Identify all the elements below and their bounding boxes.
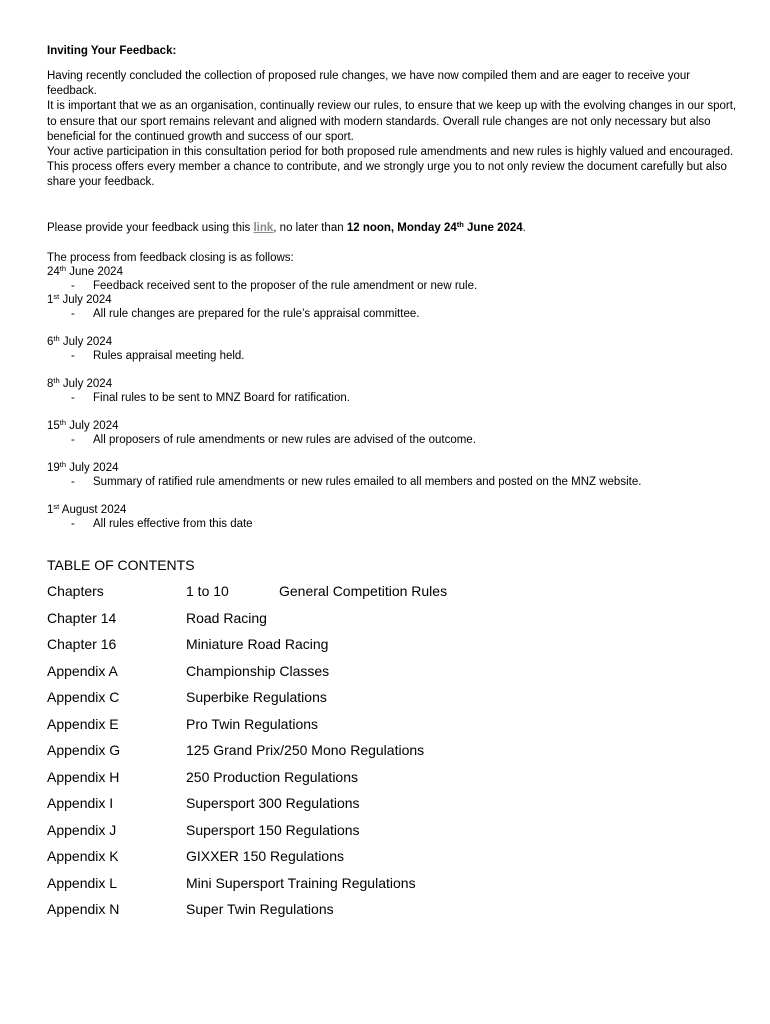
timeline-date: 1st July 2024 bbox=[47, 292, 112, 306]
toc-label: Appendix C bbox=[47, 689, 120, 705]
timeline-item-text: Rules appraisal meeting held. bbox=[93, 350, 245, 362]
toc-entry-title: Pro Twin Regulations bbox=[186, 715, 319, 732]
intro-line: This process offers every member a chance to contribute, and we strongly urge you to not only review the document carefully but also share your feedback. bbox=[47, 161, 727, 189]
toc-range: 1 to 10 bbox=[186, 583, 229, 599]
deadline: 12 noon, Monday 24th June 2024 bbox=[346, 220, 523, 234]
timeline-item-text: All rule changes are prepared for the rule’s appraisal committee. bbox=[93, 308, 420, 320]
toc-label: Appendix E bbox=[47, 715, 119, 732]
bullet-dash: - bbox=[71, 308, 75, 320]
intro-paragraph bbox=[47, 69, 737, 191]
bullet-dash: - bbox=[71, 434, 75, 446]
timeline-date: 15th July 2024 bbox=[47, 418, 119, 432]
timeline-date: 8th July 2024 bbox=[47, 376, 113, 390]
toc-label: Appendix G bbox=[47, 742, 121, 758]
instruction-middle: , no later than bbox=[273, 222, 347, 234]
toc-label: Chapter 16 bbox=[47, 636, 117, 652]
instruction-suffix: . bbox=[522, 222, 526, 234]
instruction-prefix: Please provide your feedback using this bbox=[47, 222, 254, 234]
bullet-dash: - bbox=[71, 392, 75, 404]
timeline-date: 24th June 2024 bbox=[47, 264, 123, 278]
timeline-item-text: Summary of ratified rule amendments or new rules emailed to all members and posted on the MNZ website. bbox=[93, 476, 642, 488]
toc-entry-title: Miniature Road Racing bbox=[186, 636, 329, 652]
toc-label: Chapters bbox=[47, 583, 104, 599]
bullet-dash: - bbox=[71, 350, 75, 362]
timeline-item-text: All rules effective from this date bbox=[93, 518, 253, 530]
toc-entry-title: General Competition Rules bbox=[279, 583, 448, 599]
bullet-dash: - bbox=[71, 518, 75, 530]
toc-entry-title: Championship Classes bbox=[186, 662, 330, 679]
toc-entry-title: Supersport 150 Regulations bbox=[186, 821, 360, 838]
toc-entry-title: Supersport 300 Regulations bbox=[186, 795, 360, 811]
toc-label: Appendix L bbox=[47, 874, 118, 891]
timeline-date: 1st August 2024 bbox=[47, 502, 127, 516]
toc-label: Appendix I bbox=[47, 795, 114, 811]
toc-label: Chapter 14 bbox=[47, 609, 117, 626]
bullet-dash: - bbox=[71, 476, 75, 488]
process-intro: The process from feedback closing is as follows: bbox=[47, 252, 294, 264]
toc-label: Appendix N bbox=[47, 901, 120, 917]
toc-entry-title: Super Twin Regulations bbox=[186, 901, 334, 917]
bullet-dash: - bbox=[71, 280, 75, 292]
toc-entry-title: Road Racing bbox=[186, 609, 267, 626]
timeline-item-text: Final rules to be sent to MNZ Board for ratification. bbox=[93, 392, 350, 404]
timeline-date: 6th July 2024 bbox=[47, 334, 113, 348]
toc-label: Appendix H bbox=[47, 768, 120, 785]
toc-label: Appendix K bbox=[47, 848, 119, 864]
intro-line: Your active participation in this consultation period for both proposed rule amendments and new rules is highly valued and encouraged. bbox=[47, 146, 734, 159]
intro-line: Having recently concluded the collection of proposed rule changes, we have now compiled them and are eager to receive your feedback. bbox=[47, 70, 691, 98]
toc-entry-title: Mini Supersport Training Regulations bbox=[186, 874, 416, 891]
feedback-link[interactable]: link bbox=[253, 222, 274, 234]
toc-entry-title: 125 Grand Prix/250 Mono Regulations bbox=[186, 742, 425, 758]
intro-line: It is important that we as an organisation, continually review our rules, to ensure that we keep up with the evolving changes in our sport, to ensure that our sport remains relevant and aligned with modern standards. Overall rule changes are not only necessary but also beneficial for the continued growth and success of our sport. bbox=[47, 100, 737, 143]
timeline-item-text: Feedback received sent to the proposer of the rule amendment or new rule. bbox=[93, 280, 478, 292]
toc-label: Appendix J bbox=[47, 821, 117, 838]
toc-entry-title: GIXXER 150 Regulations bbox=[186, 848, 344, 864]
toc-entry-title: 250 Production Regulations bbox=[186, 768, 359, 785]
feedback-instruction bbox=[47, 221, 737, 236]
timeline-item-text: All proposers of rule amendments or new rules are advised of the outcome. bbox=[93, 434, 476, 446]
toc-title: TABLE OF CONTENTS bbox=[47, 557, 195, 573]
toc-label: Appendix A bbox=[47, 662, 118, 679]
timeline-date: 19th July 2024 bbox=[47, 460, 119, 474]
feedback-heading: Inviting Your Feedback: bbox=[47, 45, 177, 57]
toc-entry-title: Superbike Regulations bbox=[186, 689, 327, 705]
